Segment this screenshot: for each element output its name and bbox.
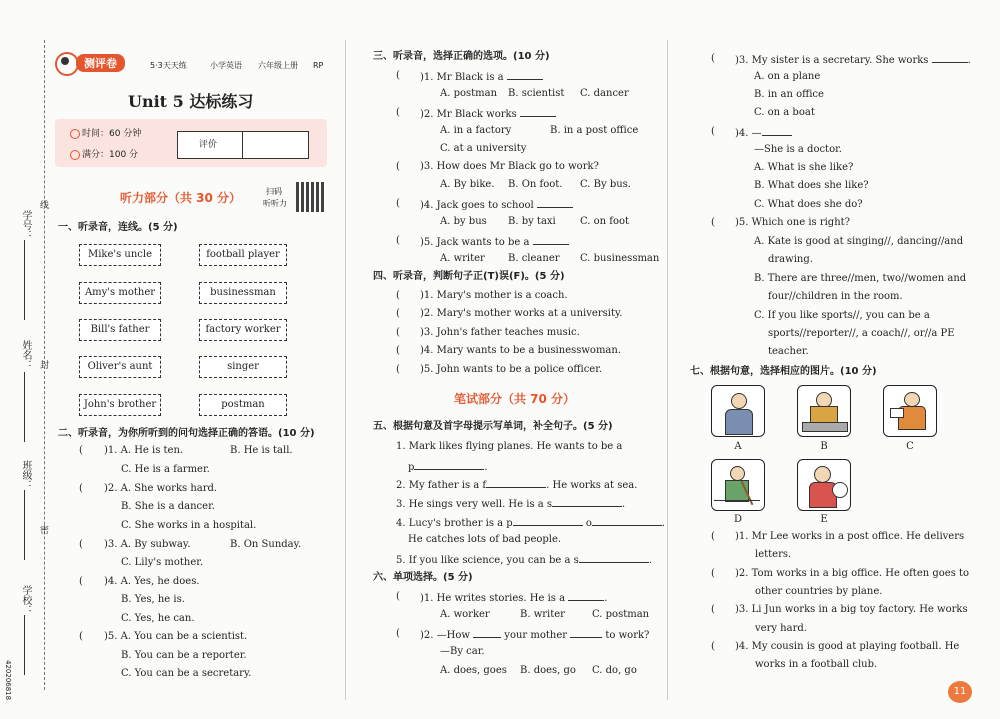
answer-blank[interactable] xyxy=(414,460,484,470)
answer-paren[interactable]: ( xyxy=(711,641,715,652)
column-divider xyxy=(345,40,346,700)
answer-blank[interactable] xyxy=(570,628,602,638)
clock-icon xyxy=(70,129,80,139)
section-5-title: 五、根据句意及首字母提示写单词，补全句子。(5 分) xyxy=(373,421,613,432)
answer-blank[interactable] xyxy=(486,478,546,488)
q2-3-option-c: C. Lily's mother. xyxy=(121,557,204,568)
q3-5-text: )5. Jack wants to be a xyxy=(420,237,530,248)
answer-blank[interactable] xyxy=(520,107,556,117)
q3-1-option-a: A. postman xyxy=(440,88,498,99)
q6-5-option-b-cont: four//children in the room. xyxy=(768,291,903,302)
student-number-label: 学号： xyxy=(20,210,31,240)
answer-paren[interactable]: ( xyxy=(79,631,83,642)
q2-1-option-c: C. He is a farmer. xyxy=(121,464,210,475)
match-right-3[interactable]: factory worker xyxy=(199,319,287,341)
q2-3-option-b: B. On Sunday. xyxy=(230,539,302,550)
match-right-1[interactable]: football player xyxy=(199,244,287,266)
school-line[interactable] xyxy=(24,615,26,675)
section-4-title: 四、听录音，判断句子正(T)误(F)。(5 分) xyxy=(373,271,565,282)
q2-4-option-b: B. Yes, he is. xyxy=(121,594,185,605)
q6-4-reply: —She is a doctor. xyxy=(754,144,842,155)
fill-1-line2: p . xyxy=(408,462,488,473)
tf-item-5: )5. John wants to be a police officer. xyxy=(420,364,603,375)
picture-c-label: C xyxy=(906,441,914,452)
picture-b[interactable] xyxy=(797,385,851,437)
q6-2-end: to work? xyxy=(605,630,650,641)
q3-5-stem xyxy=(420,235,569,249)
fill-2-text: 2. My father is a f xyxy=(396,480,487,491)
q2-1-option-b: B. He is tall. xyxy=(230,445,293,456)
section-2-title: 二、听录音，为你所听到的问句选择正确的答语。(10 分) xyxy=(58,428,315,439)
fill-3: 3. He sings very well. He is a s . xyxy=(396,499,626,510)
check-icon xyxy=(70,150,80,160)
match-right-5[interactable]: postman xyxy=(199,394,287,416)
q6-5-stem: )5. Which one is right? xyxy=(735,217,851,228)
section-1-title: 一、听录音，连线。(5 分) xyxy=(58,222,178,233)
answer-paren[interactable]: ( xyxy=(396,591,400,602)
q7-3-cont: very hard. xyxy=(755,623,807,634)
barcode-number: 420206818 xyxy=(4,660,12,701)
q6-1-text: )1. He writes stories. He is a xyxy=(420,593,566,604)
q6-1-option-b: B. writer xyxy=(520,609,565,620)
q6-2-text: )2. —How xyxy=(420,630,470,641)
q6-5-option-c-cont2: teacher. xyxy=(768,346,809,357)
grade: 六年级上册 xyxy=(258,61,298,70)
tf-item-1: )1. Mary's mother is a coach. xyxy=(420,290,568,301)
q3-4-option-c: C. on foot xyxy=(580,216,630,227)
fill-2 xyxy=(396,478,637,492)
q7-4: )4. My cousin is good at playing football. He xyxy=(735,641,960,652)
picture-a[interactable] xyxy=(711,385,765,437)
q2-5-option-b: B. You can be a reporter. xyxy=(121,650,247,661)
answer-paren[interactable]: ( xyxy=(79,483,83,494)
q6-3-text: )3. My sister is a secretary. She works xyxy=(735,55,929,66)
q3-2-option-c: C. at a university xyxy=(440,143,527,154)
section-3-title: 三、听录音，选择正确的选项。(10 分) xyxy=(373,51,550,62)
q2-3-option-a: )3. A. By subway. xyxy=(104,539,191,550)
q6-5-option-c-cont: sports//reporter//, a coach//, or//a PE xyxy=(768,328,955,339)
answer-paren[interactable]: ( xyxy=(396,628,400,639)
picture-d-label: D xyxy=(733,514,743,525)
answer-blank[interactable] xyxy=(568,591,604,601)
fill-5-text: 5. If you like science, you can be a s xyxy=(396,555,579,566)
school-label: 学校： xyxy=(20,585,31,615)
q6-5-option-a: A. Kate is good at singing//, dancing//and xyxy=(754,236,964,247)
q6-2-option-c: C. do, go xyxy=(592,665,637,676)
q6-4-text: )4. — xyxy=(735,128,762,139)
q3-1-text: )1. Mr Black is a xyxy=(420,72,504,83)
q6-1-option-a: A. worker xyxy=(440,609,490,620)
name-line[interactable] xyxy=(24,372,26,442)
picture-b-label: B xyxy=(820,441,828,452)
answer-paren[interactable]: ( xyxy=(396,327,400,338)
subject: 小学英语 xyxy=(210,61,242,70)
section-6-title: 六、单项选择。(5 分) xyxy=(373,572,473,583)
q7-1: )1. Mr Lee works in a post office. He delivers xyxy=(735,531,965,542)
q6-3-stem: )3. My sister is a secretary. She works . xyxy=(735,55,971,66)
picture-a-label: A xyxy=(734,441,742,452)
answer-paren[interactable]: ( xyxy=(79,576,83,587)
q2-2-option-c: C. She works in a hospital. xyxy=(121,520,257,531)
q3-2-stem xyxy=(420,107,556,121)
match-left-3[interactable]: Bill's father xyxy=(79,319,161,341)
picture-e[interactable] xyxy=(797,459,851,511)
answer-blank[interactable] xyxy=(579,553,649,563)
scan-label-1: 扫码 xyxy=(266,187,282,196)
q6-4-stem xyxy=(735,126,792,140)
fill-1-line1: 1. Mark likes flying planes. He wants to be a xyxy=(396,441,623,452)
q6-5-option-c: C. If you like sports//, you can be a xyxy=(754,310,930,321)
q6-5-option-b: B. There are three//men, two//women and xyxy=(754,273,967,284)
answer-paren[interactable]: ( xyxy=(711,531,715,542)
seal-char-xian: 线 xyxy=(38,200,48,209)
scan-label-2: 听听力 xyxy=(263,199,287,208)
q6-5-option-a-cont: drawing. xyxy=(768,254,813,265)
match-right-4[interactable]: singer xyxy=(199,356,287,378)
page-title: Unit 5 达标练习 xyxy=(128,92,254,111)
q3-4-option-b: B. by taxi xyxy=(508,216,556,227)
seal-char-feng: 封 xyxy=(38,360,48,369)
q3-2-text: )2. Mr Black works xyxy=(420,109,517,120)
name-label: 姓名： xyxy=(20,340,31,370)
seal-char-mi: 密 xyxy=(38,525,48,534)
q3-1-option-c: C. dancer xyxy=(580,88,629,99)
q6-1-option-c: C. postman xyxy=(592,609,650,620)
q2-4-option-c: C. Yes, he can. xyxy=(121,613,195,624)
answer-paren[interactable]: ( xyxy=(711,217,715,228)
answer-blank[interactable] xyxy=(592,516,662,526)
eval-label: 评价 xyxy=(199,140,218,150)
q3-4-stem xyxy=(420,198,573,212)
q3-4-text: )4. Jack goes to school xyxy=(420,200,534,211)
tf-item-3: )3. John's father teaches music. xyxy=(420,327,580,338)
q6-3-option-c: C. on a boat xyxy=(754,107,815,118)
series-name: 5·3天天练 xyxy=(150,61,187,70)
picture-e-label: E xyxy=(820,514,828,525)
answer-paren[interactable]: ( xyxy=(396,235,400,246)
q2-5-option-a: )5. A. You can be a scientist. xyxy=(104,631,248,642)
q3-3-stem: )3. How does Mr Black go to work? xyxy=(420,161,599,172)
hint-letter: p xyxy=(408,462,415,473)
answer-blank[interactable] xyxy=(552,497,622,507)
column-divider xyxy=(667,40,668,700)
answer-paren[interactable]: ( xyxy=(711,53,715,64)
q6-4-option-a: A. What is she like? xyxy=(754,162,854,173)
q3-1-stem xyxy=(420,70,543,84)
q3-1-option-b: B. scientist xyxy=(508,88,565,99)
qr-code-icon[interactable] xyxy=(296,182,326,212)
class-line[interactable] xyxy=(24,490,26,560)
section-7-title: 七、根据句意，选择相应的图片。(10 分) xyxy=(690,366,877,377)
q7-4-cont: works in a football club. xyxy=(755,659,878,670)
fill-4-text: 4. Lucy's brother is a p xyxy=(396,518,513,529)
q3-5-option-a: A. writer xyxy=(440,253,485,264)
match-right-2[interactable]: businessman xyxy=(199,282,287,304)
writing-title: 笔试部分（共 70 分） xyxy=(454,392,576,406)
q3-2-option-a: A. in a factory xyxy=(440,125,512,136)
match-left-2[interactable]: Amy's mother xyxy=(79,282,161,304)
hint-letter: o xyxy=(585,518,592,529)
q6-3-option-b: B. in an office xyxy=(754,89,824,100)
q2-1-option-a: )1. A. He is ten. xyxy=(104,445,184,456)
q3-2-option-b: B. in a post office xyxy=(550,125,639,136)
page-number: 11 xyxy=(953,686,967,697)
answer-blank[interactable] xyxy=(533,235,569,245)
q3-4-option-a: A. by bus xyxy=(440,216,487,227)
match-left-5[interactable]: John's brother xyxy=(79,394,161,416)
q6-1-stem: )1. He writes stories. He is a . xyxy=(420,593,608,604)
q2-4-option-a: )4. A. Yes, he does. xyxy=(104,576,200,587)
q3-5-option-b: B. cleaner xyxy=(508,253,560,264)
student-number-line[interactable] xyxy=(24,240,26,320)
time-limit: 时间：60 分钟 xyxy=(82,129,142,139)
q7-1-cont: letters. xyxy=(755,549,792,560)
answer-paren[interactable]: ( xyxy=(711,568,715,579)
q6-2-mid: your mother xyxy=(504,630,568,641)
picture-c[interactable] xyxy=(883,385,937,437)
answer-paren[interactable]: ( xyxy=(396,198,400,209)
tf-item-2: )2. Mary's mother works at a university. xyxy=(420,308,623,319)
answer-blank[interactable] xyxy=(932,53,968,63)
answer-paren[interactable]: ( xyxy=(396,161,400,172)
match-left-1[interactable]: Mike's uncle xyxy=(79,244,161,266)
q6-2-option-a: A. does, goes xyxy=(440,665,507,676)
q7-2: )2. Tom works in a big office. He often goes to xyxy=(735,568,970,579)
q2-2-option-a: )2. A. She works hard. xyxy=(104,483,218,494)
match-left-4[interactable]: Oliver's aunt xyxy=(79,356,161,378)
q7-2-cont: other countries by plane. xyxy=(755,586,883,597)
answer-paren[interactable]: ( xyxy=(79,539,83,550)
answer-blank[interactable] xyxy=(507,70,543,80)
edition: RP xyxy=(313,61,324,70)
tf-item-4: )4. Mary wants to be a businesswoman. xyxy=(420,345,622,356)
answer-paren[interactable]: ( xyxy=(396,345,400,356)
answer-blank[interactable] xyxy=(537,198,573,208)
answer-paren[interactable]: ( xyxy=(396,364,400,375)
q6-2-stem xyxy=(420,628,649,642)
q6-4-option-c: C. What does she do? xyxy=(754,199,863,210)
answer-paren[interactable]: ( xyxy=(396,70,400,81)
listening-title: 听力部分（共 30 分） xyxy=(120,191,242,205)
answer-blank[interactable] xyxy=(473,628,501,638)
q6-2-reply: —By car. xyxy=(440,646,485,657)
answer-paren[interactable]: ( xyxy=(396,107,400,118)
q6-4-option-b: B. What does she like? xyxy=(754,180,869,191)
picture-d[interactable] xyxy=(711,459,765,511)
fill-4-line2: He catches lots of bad people. xyxy=(408,534,562,545)
full-score: 满分：100 分 xyxy=(82,150,139,160)
q3-3-option-b: B. On foot. xyxy=(508,179,563,190)
q3-3-option-c: C. By bus. xyxy=(580,179,631,190)
fill-5: 5. If you like science, you can be a s . xyxy=(396,555,652,566)
answer-paren[interactable]: ( xyxy=(711,126,715,137)
answer-paren[interactable]: ( xyxy=(396,290,400,301)
eval-input[interactable] xyxy=(243,132,306,156)
answer-paren[interactable]: ( xyxy=(396,308,400,319)
q2-5-option-c: C. You can be a secretary. xyxy=(121,668,252,679)
q6-2-option-b: B. does, go xyxy=(520,665,576,676)
answer-paren[interactable]: ( xyxy=(711,604,715,615)
fill-4: 4. Lucy's brother is a p o . xyxy=(396,518,666,529)
fill-2-end: . He works at sea. xyxy=(546,480,638,491)
answer-paren[interactable]: ( xyxy=(79,445,83,456)
fill-3-text: 3. He sings very well. He is a s xyxy=(396,499,553,510)
answer-blank[interactable] xyxy=(762,126,792,136)
class-label: 班级： xyxy=(20,460,31,490)
test-badge: 测评卷 xyxy=(76,54,125,72)
q3-3-option-a: A. By bike. xyxy=(440,179,495,190)
q3-5-option-c: C. businessman xyxy=(580,253,660,264)
q2-2-option-b: B. She is a dancer. xyxy=(121,501,215,512)
q7-3: )3. Li Jun works in a big toy factory. He works xyxy=(735,604,968,615)
page-number-badge xyxy=(948,681,972,703)
answer-blank[interactable] xyxy=(513,516,583,526)
q6-3-option-a: A. on a plane xyxy=(754,71,821,82)
